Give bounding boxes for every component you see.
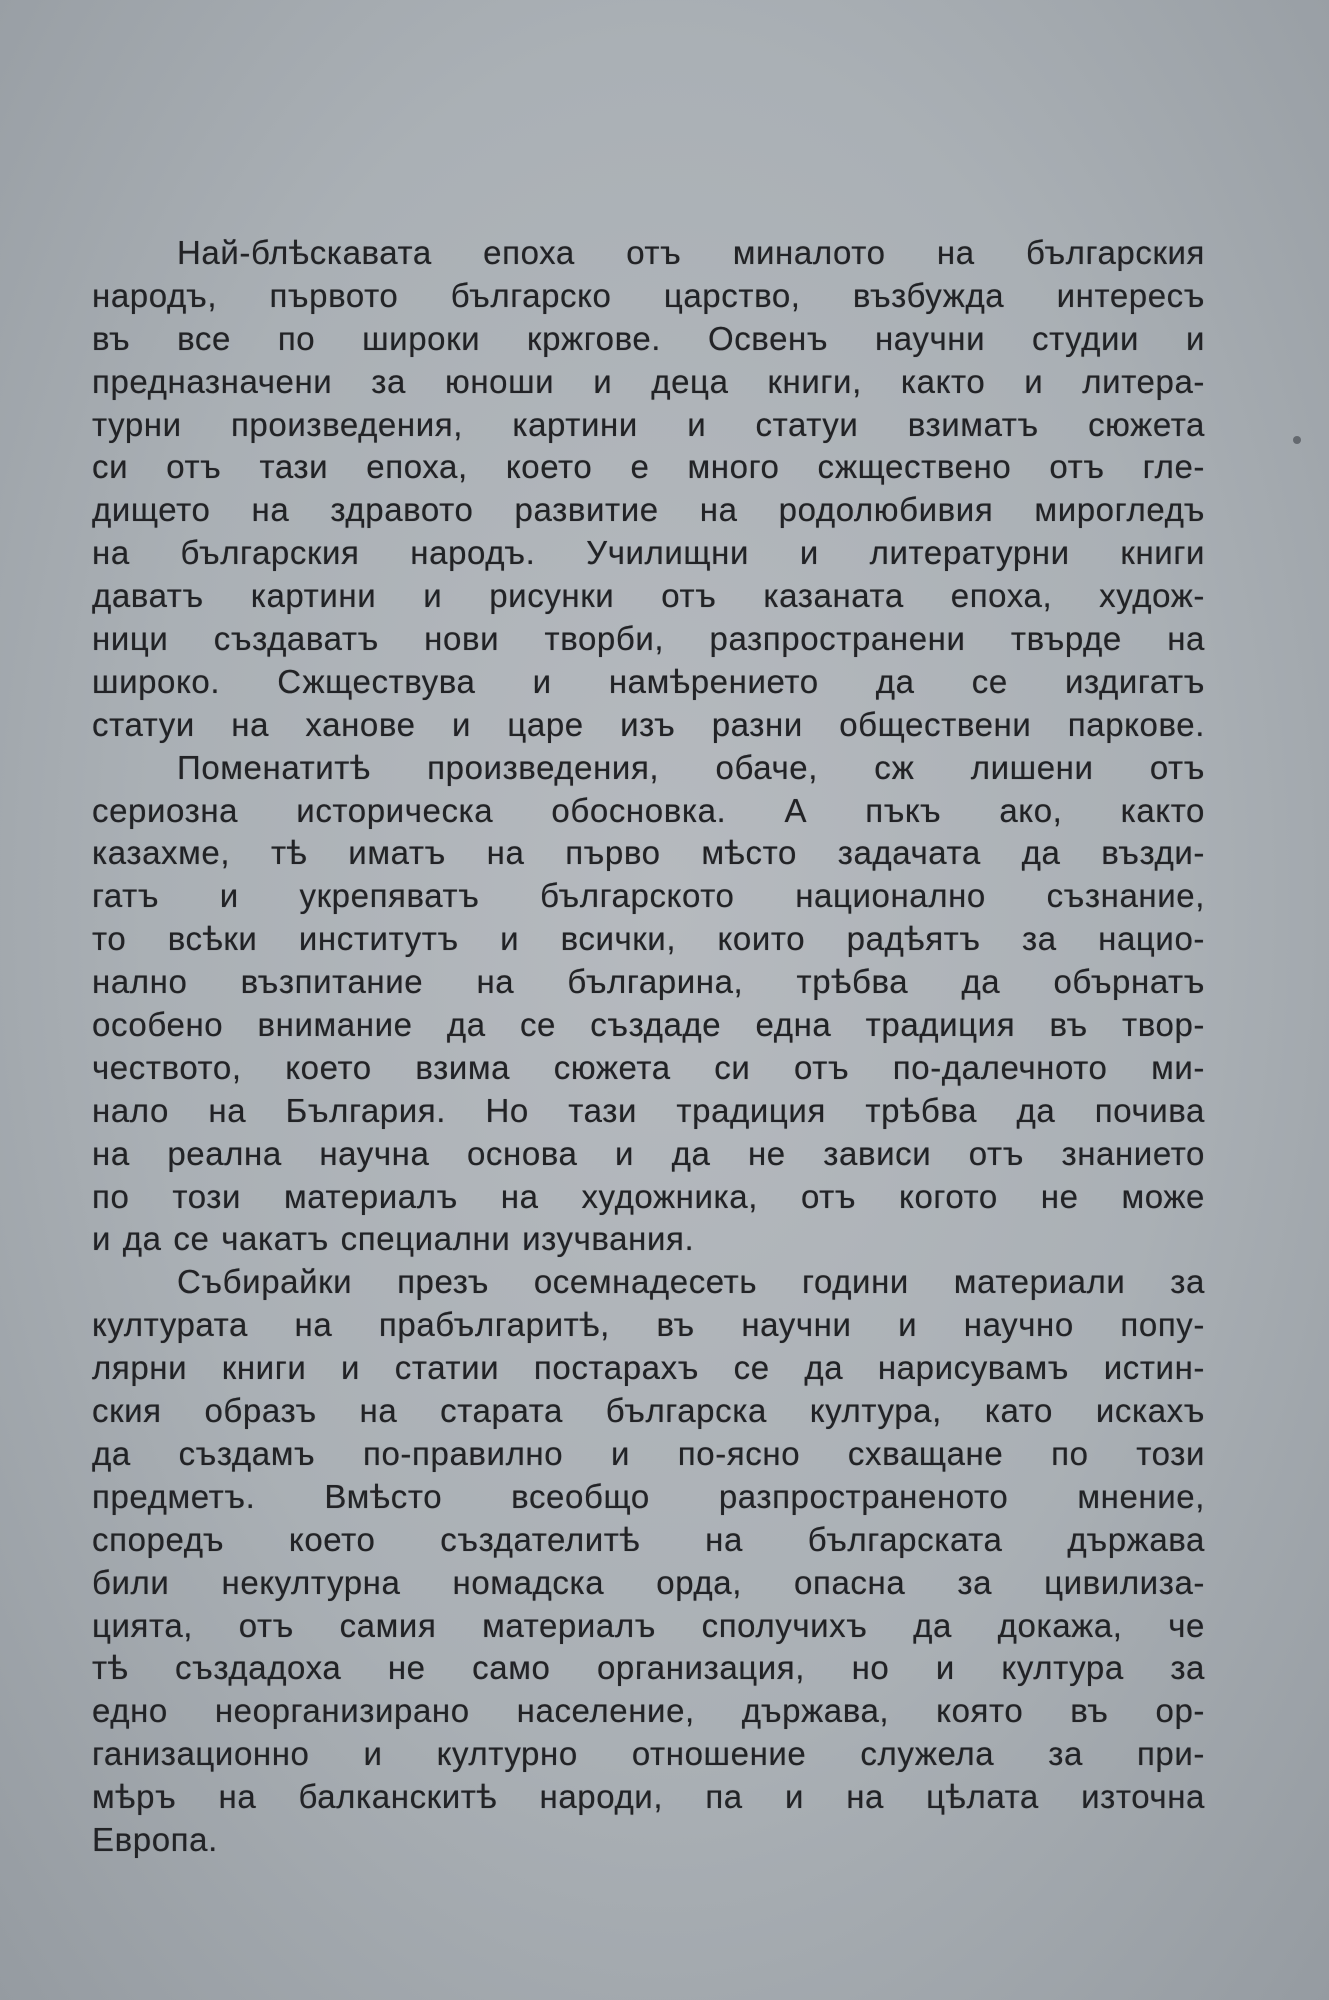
text-line: мѣръ на балканскитѣ народи, па и на цѣлата източна bbox=[92, 1778, 1205, 1816]
text-line: културата на прабългаритѣ, въ научни и научно попу- bbox=[92, 1306, 1205, 1344]
text-line: и да се чакатъ специални изучвания. bbox=[92, 1220, 695, 1258]
text-line: на реална научна основа и да не зависи отъ знанието bbox=[92, 1134, 1205, 1172]
text-line: едно неорганизирано население, държава, която въ ор- bbox=[92, 1692, 1205, 1730]
text-line: били некултурна номадска орда, опасна за цивилиза- bbox=[92, 1563, 1205, 1601]
text-line: турни произведения, картини и статуи взиматъ сюжета bbox=[92, 405, 1205, 443]
text-line: споредъ което създателитѣ на българската държава bbox=[92, 1520, 1205, 1558]
text-body bbox=[92, 232, 1205, 1862]
text-line: тѣ създадоха не само организация, но и култура за bbox=[92, 1649, 1205, 1687]
text-line: статуи на ханове и царе изъ разни обществени паркове. bbox=[92, 705, 1205, 743]
text-line: въ все по широки кржгове. Освенъ научни студии и bbox=[92, 319, 1205, 357]
text-line: то всѣки институтъ и всички, които радѣятъ за нацио- bbox=[92, 920, 1205, 958]
paragraph-3 bbox=[92, 1261, 1205, 1861]
text-line: сериозна историческа обосновка. А пъкъ ако, както bbox=[92, 791, 1205, 829]
text-line: Събирайки презъ осемнадесеть години материали за bbox=[177, 1263, 1205, 1301]
text-line: особено внимание да се създаде една традиция въ твор- bbox=[92, 1006, 1205, 1044]
text-line: гатъ и укрепяватъ българското национално съзнание, bbox=[92, 877, 1205, 915]
text-line: нално възпитание на българина, трѣбва да обърнатъ bbox=[92, 963, 1205, 1001]
text-line: предназначени за юноши и деца книги, както и литера- bbox=[92, 362, 1205, 400]
text-line: ганизационно и културно отношение служела за при- bbox=[92, 1735, 1205, 1773]
text-line: широко. Сжществува и намѣрението да се издигатъ bbox=[92, 662, 1205, 700]
ink-speck bbox=[1293, 436, 1301, 444]
text-line: да създамъ по-правилно и по-ясно схващане по този bbox=[92, 1434, 1205, 1472]
text-line: нало на България. Но тази традиция трѣбва да почива bbox=[92, 1091, 1205, 1129]
text-line: лярни книги и статии постарахъ се да нарисувамъ истин- bbox=[92, 1349, 1205, 1387]
text-line: казахме, тѣ иматъ на първо мѣсто задачата да възди- bbox=[92, 834, 1205, 872]
text-line: народъ, първото българско царство, възбужда интересъ bbox=[92, 276, 1205, 314]
text-line: дището на здравото развитие на родолюбивия мирогледъ bbox=[92, 491, 1205, 529]
text-line: по този материалъ на художника, отъ когото не може bbox=[92, 1177, 1205, 1215]
text-line: цията, отъ самия материалъ сполучихъ да докажа, че bbox=[92, 1606, 1205, 1644]
text-line: ския образъ на старата българска култура, като искахъ bbox=[92, 1392, 1205, 1430]
text-line: чеството, което взима сюжета си отъ по-далечното ми- bbox=[92, 1048, 1205, 1086]
paragraph-2 bbox=[92, 747, 1205, 1262]
paragraph-1 bbox=[92, 232, 1205, 747]
text-line: Поменатитѣ произведения, обаче, сж лишени отъ bbox=[177, 748, 1205, 786]
text-line: ници създаватъ нови творби, разпространени твърде на bbox=[92, 620, 1205, 658]
text-line: предметъ. Вмѣсто всеобщо разпространеното мнение, bbox=[92, 1477, 1205, 1515]
text-line: Европа. bbox=[92, 1820, 218, 1858]
text-line: даватъ картини и рисунки отъ казаната епоха, худож- bbox=[92, 577, 1205, 615]
text-line: Най-блѣскавата епоха отъ миналото на българския bbox=[177, 234, 1205, 271]
text-line: на българския народъ. Училищни и литературни книги bbox=[92, 534, 1205, 572]
text-line: си отъ тази епоха, което е много сжществено отъ гле- bbox=[92, 448, 1205, 486]
